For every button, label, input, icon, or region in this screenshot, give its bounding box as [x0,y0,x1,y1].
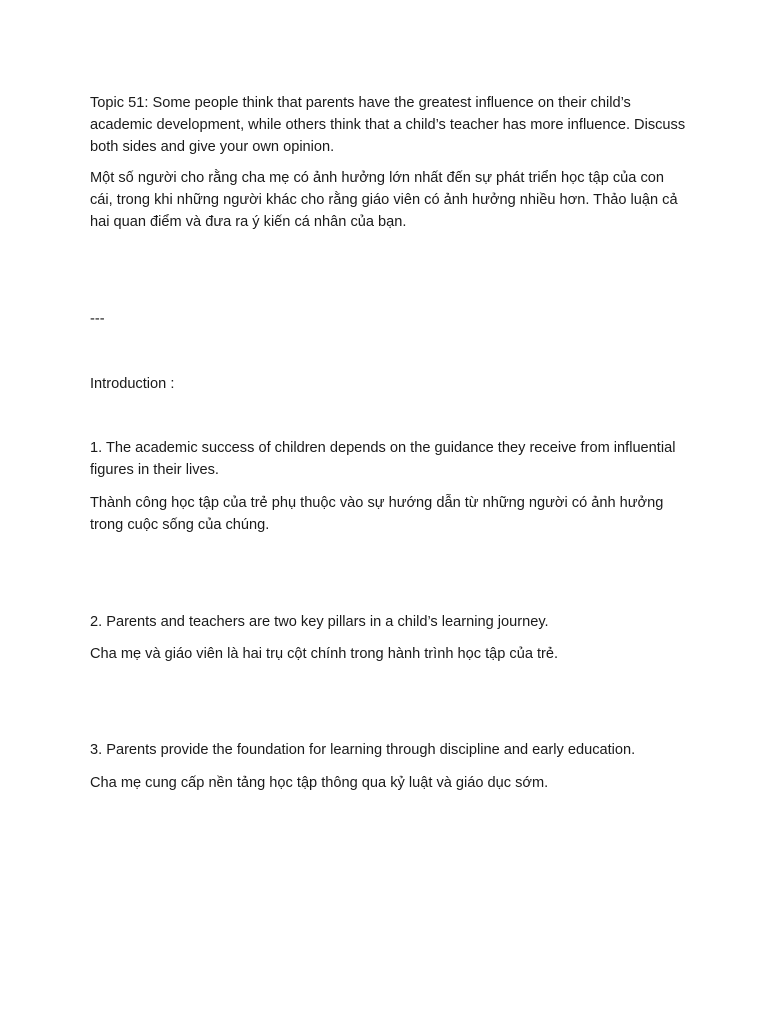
introduction-heading: Introduction : [90,376,175,392]
topic-english: Topic 51: Some people think that parents have the greatest influence on their child’s academic development, while others think that a child’s teacher has more influence. Discuss both sides and give your own opinion. [90,95,686,155]
point-1-vietnamese: Thành công học tập của trẻ phụ thuộc vào sự hướng dẫn từ những người có ảnh hưởng trong cuộc sống của chúng. [90,495,664,533]
topic-vietnamese: Một số người cho rằng cha mẹ có ảnh hưởng lớn nhất đến sự phát triển học tập của con cái, trong khi những người khác cho rằng giáo viên có ảnh hưởng nhiều hơn. Thảo luận cả hai quan điểm và đưa ra ý kiến cá nhân của bạn. [90,170,678,230]
point-3-english: 3. Parents provide the foundation for learning through discipline and early education. [90,742,636,758]
point-3-vietnamese: Cha mẹ cung cấp nền tảng học tập thông qua kỷ luật và giáo dục sớm. [90,775,549,791]
point-2-vietnamese: Cha mẹ và giáo viên là hai trụ cột chính trong hành trình học tập của trẻ. [90,646,559,662]
point-2-english: 2. Parents and teachers are two key pillars in a child’s learning journey. [90,614,549,630]
divider-text: --- [90,311,105,327]
point-1-english: 1. The academic success of children depends on the guidance they receive from influential figures in their lives. [90,440,676,478]
